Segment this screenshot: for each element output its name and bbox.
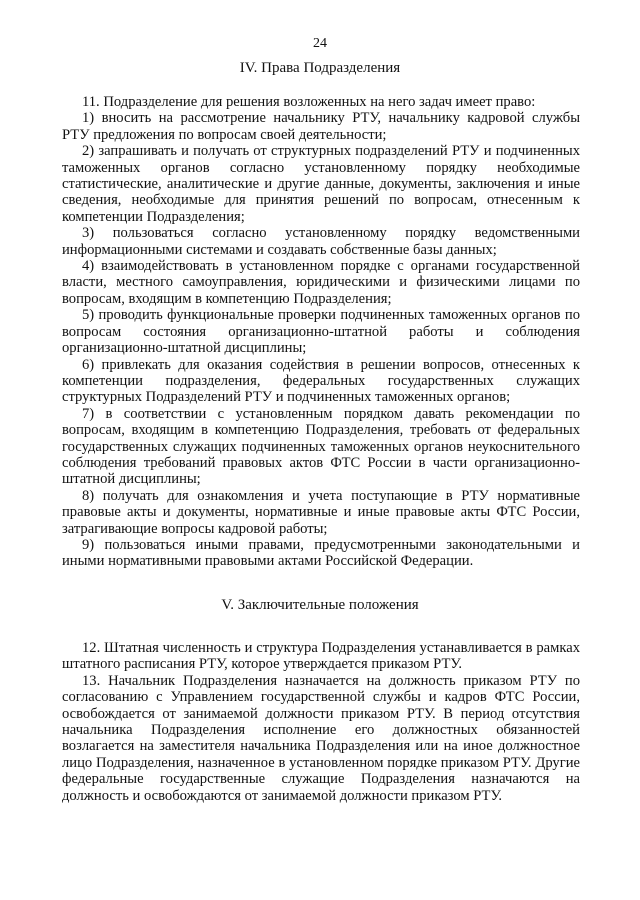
paragraph: 6) привлекать для оказания содействия в решении вопросов, отнесенных к компетенции подразделения, федеральных государственных служащих структурных Подразделений РТУ и подчиненных таможенных органов; (62, 356, 580, 406)
paragraph: 13. Начальник Подразделения назначается на должность приказом РТУ по согласованию с Управлением государственной службы и кадров ФТС России, освобождается от занимаемой должности приказом РТУ. В период отсутствия начальника Подразделения исполнение его должностных обязанностей возлагается на заместителя начальника Подразделения или на иное должностное лицо Подразделения, назначенное в установленном порядке приказом РТУ. Другие федеральные государственные служащие Подразделения назначаются на должность и освобождаются от занимаемой должности приказом РТУ. (62, 672, 580, 804)
section-heading-rights: IV. Права Подразделения (239, 60, 401, 76)
paragraph: 3) пользоваться согласно установленному порядку ведомственными информационными системами и создавать собственные базы данных; (62, 225, 580, 258)
section-final-body (62, 640, 580, 804)
paragraph: 12. Штатная численность и структура Подразделения устанавливается в рамках штатного расписания РТУ, которое утверждается приказом РТУ. (62, 640, 580, 673)
paragraph: 4) взаимодействовать в установленном порядке с органами государственной власти, местного самоуправления, юридическими и физическими лицами по вопросам, входящим в компетенцию Подразделения; (62, 258, 580, 307)
section-heading-final: V. Заключительные положения (221, 597, 419, 613)
paragraph: 2) запрашивать и получать от структурных подразделений РТУ и подчиненных таможенных органов согласно установленному порядку необходимые статистические, аналитические и другие данные, документы, заключения и иные сведения, необходимые для принятия решений по вопросам, отнесенным к компетенции Подразделения; (62, 143, 580, 225)
paragraph: 9) пользоваться иными правами, предусмотренными законодательными и иными нормативными правовыми актами Российской Федерации. (62, 536, 580, 570)
paragraph: 5) проводить функциональные проверки подчиненных таможенных органов по вопросам состояния организационно-штатной работы и соблюдения организационно-штатной дисциплины; (62, 307, 580, 357)
page-number: 24 (313, 36, 327, 51)
paragraph: 7) в соответствии с установленным порядком давать рекомендации по вопросам, входящим в компетенцию Подразделения, требовать от федеральных государственных служащих подчиненных таможенных органов неукоснительного соблюдения требований правовых актов ФТС России в части организационно-штатной дисциплины; (62, 405, 580, 488)
paragraph: 11. Подразделение для решения возложенных на него задач имеет право: (82, 94, 536, 110)
paragraph: 1) вносить на рассмотрение начальнику РТУ, начальнику кадровой службы РТУ предложения по вопросам своей деятельности; (62, 110, 580, 143)
paragraph: 8) получать для ознакомления и учета поступающие в РТУ нормативные правовые акты и документы, нормативные и иные правовые акты ФТС России, затрагивающие вопросы кадровой работы; (62, 487, 580, 537)
section-rights-body (62, 94, 580, 570)
